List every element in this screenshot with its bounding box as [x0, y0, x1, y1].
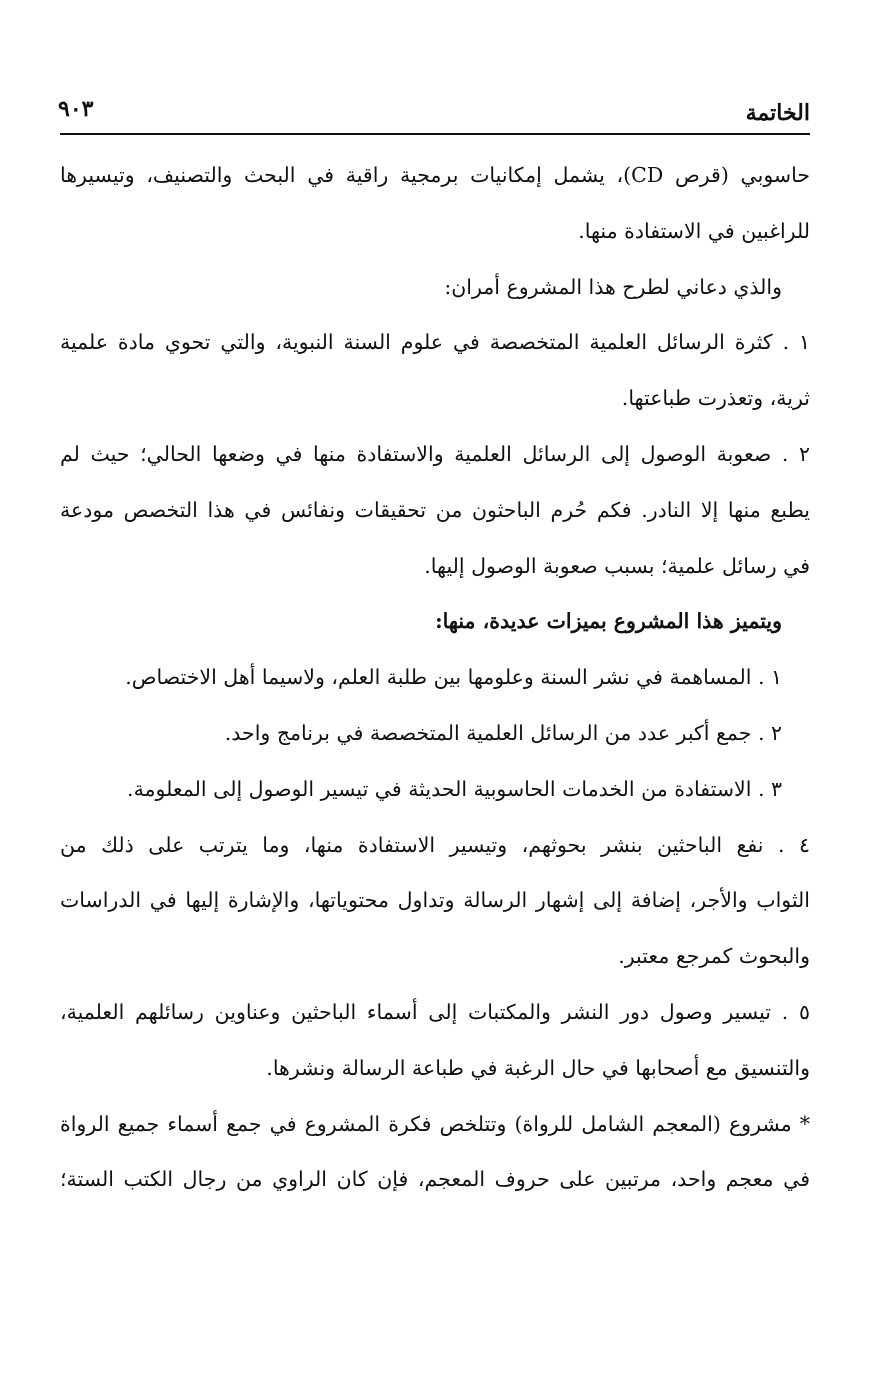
text-line: في معجم واحد، مرتبين على حروف المعجم، فإن كان الراوي من رجال الكتب الستة؛ [60, 1167, 810, 1192]
text-line: ٢ . صعوبة الوصول إلى الرسائل العلمية والاستفادة منها في وضعها الحالي؛ حيث لم [60, 441, 810, 466]
text-line: حاسوبي (قرص CD)، يشمل إمكانيات برمجية راقية في البحث والتصنيف، وتيسيرها [60, 163, 810, 187]
text-line: الثواب والأجر، إضافة إلى إشهار الرسالة وتداول محتوياتها، والإشارة إليها في الدراسات [60, 888, 810, 913]
header-rule [60, 133, 810, 135]
text-line: والذي دعاني لطرح هذا المشروع أمران: [444, 274, 782, 299]
list-item: ٤ . نفع الباحثين بنشر بحوثهم، وتيسير الاستفادة منها، وما يترتب على ذلك من [60, 832, 810, 857]
list-item: ٣ . الاستفادة من الخدمات الحاسوبية الحديثة في تيسير الوصول إلى المعلومة. [127, 776, 782, 801]
running-title: الخاتمة [745, 100, 810, 126]
list-item: ٢ . جمع أكبر عدد من الرسائل العلمية المتخصصة في برنامج واحد. [224, 720, 782, 745]
list-item: ٥ . تيسير وصول دور النشر والمكتبات إلى أسماء الباحثين وعناوين رسائلهم العلمية، [60, 999, 810, 1024]
text-line: والبحوث كمرجع معتبر. [618, 944, 810, 969]
text-line: يطبع منها إلا النادر. فكم حُرم الباحثون من تحقيقات ونفائس في هذا التخصص مودعة [60, 497, 810, 522]
running-head [58, 96, 810, 134]
body-text [60, 148, 810, 1208]
text-line: والتنسيق مع أصحابها في حال الرغبة في طباعة الرسالة ونشرها. [266, 1055, 810, 1080]
section-heading: ويتميز هذا المشروع بميزات عديدة، منها: [435, 609, 782, 634]
page-number: ٩٠٣ [58, 96, 94, 122]
text-line: ١ . كثرة الرسائل العلمية المتخصصة في علوم السنة النبوية، والتي تحوي مادة علمية [60, 330, 810, 355]
text-line: للراغبين في الاستفادة منها. [578, 218, 810, 243]
list-item: ١ . المساهمة في نشر السنة وعلومها بين طلبة العلم، ولاسيما أهل الاختصاص. [125, 665, 782, 690]
project-paragraph: * مشروع (المعجم الشامل للرواة) وتتلخص فكرة المشروع في جمع أسماء جميع الرواة [60, 1111, 810, 1136]
text-line: في رسائل علمية؛ بسبب صعوبة الوصول إليها. [424, 553, 810, 578]
text-line: ثرية، وتعذرت طباعتها. [621, 386, 810, 411]
